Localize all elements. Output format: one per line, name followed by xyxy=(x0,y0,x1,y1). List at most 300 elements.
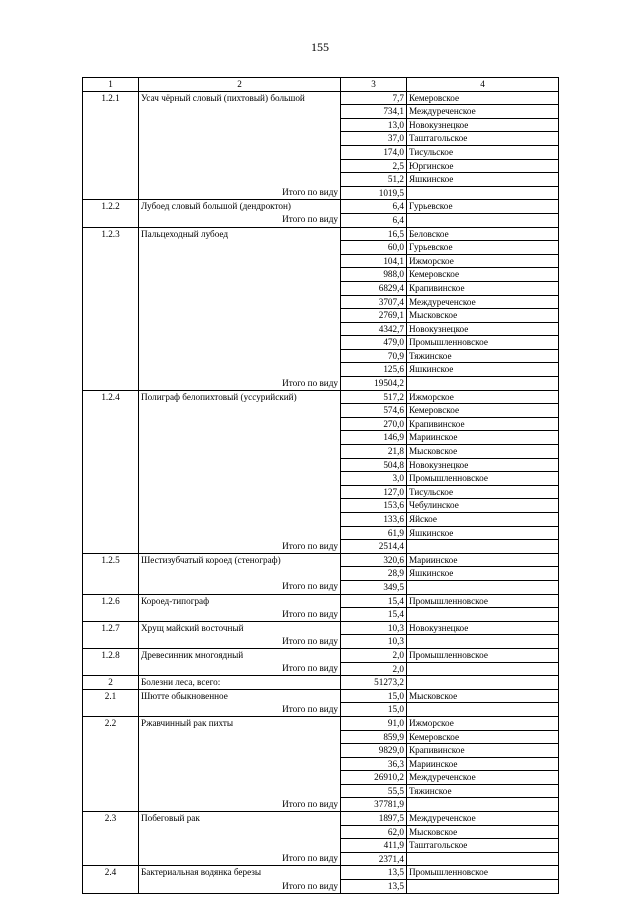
table-row xyxy=(83,676,559,690)
row-name xyxy=(139,268,341,282)
row-number xyxy=(83,526,139,540)
row-district: Новокузнецкое xyxy=(407,458,559,472)
row-district: Междуреченское xyxy=(407,295,559,309)
table-row xyxy=(83,513,559,527)
row-name: Итого по виду xyxy=(139,608,341,622)
table-row xyxy=(83,132,559,146)
row-value: 174,0 xyxy=(341,145,407,159)
row-name xyxy=(139,159,341,173)
row-name xyxy=(139,839,341,853)
row-number xyxy=(83,784,139,798)
row-name: Лубоед словый большой (дендроктон) xyxy=(139,200,341,214)
row-number xyxy=(83,349,139,363)
row-value: 153,6 xyxy=(341,499,407,513)
row-district: Мысковское xyxy=(407,445,559,459)
table-row xyxy=(83,594,559,608)
row-value: 15,0 xyxy=(341,689,407,703)
table-row xyxy=(83,118,559,132)
row-name: Шютте обыкновенное xyxy=(139,689,341,703)
column-header: 4 xyxy=(407,78,559,92)
row-name: Усач чёрный словый (пихтовый) большой xyxy=(139,91,341,105)
row-district: Тисульское xyxy=(407,485,559,499)
row-name: Итого по виду xyxy=(139,186,341,200)
row-district: Мариинское xyxy=(407,431,559,445)
row-number xyxy=(83,852,139,866)
row-name: Итого по виду xyxy=(139,662,341,676)
row-number xyxy=(83,309,139,323)
table-row xyxy=(83,540,559,554)
row-value: 15,4 xyxy=(341,608,407,622)
row-district: Новокузнецкое xyxy=(407,118,559,132)
row-value: 270,0 xyxy=(341,417,407,431)
row-district: Тяжинское xyxy=(407,784,559,798)
row-value: 62,0 xyxy=(341,825,407,839)
row-district: Промышленновское xyxy=(407,866,559,880)
table-row xyxy=(83,445,559,459)
table-row xyxy=(83,254,559,268)
row-name: Древесинник многоядный xyxy=(139,648,341,662)
row-name xyxy=(139,757,341,771)
table-row xyxy=(83,322,559,336)
row-value: 2,0 xyxy=(341,662,407,676)
table-row xyxy=(83,771,559,785)
row-name xyxy=(139,513,341,527)
row-district xyxy=(407,880,559,894)
row-value: 2,5 xyxy=(341,159,407,173)
row-district: Мариинское xyxy=(407,553,559,567)
row-value: 6,4 xyxy=(341,213,407,227)
row-value: 51,2 xyxy=(341,173,407,187)
row-district: Мысковское xyxy=(407,689,559,703)
row-name xyxy=(139,431,341,445)
row-district xyxy=(407,377,559,391)
row-district: Промышленновское xyxy=(407,336,559,350)
row-district: Кемеровское xyxy=(407,404,559,418)
row-district xyxy=(407,608,559,622)
row-number: 1.2.6 xyxy=(83,594,139,608)
row-number xyxy=(83,513,139,527)
row-value: 504,8 xyxy=(341,458,407,472)
row-district: Ижморское xyxy=(407,716,559,730)
row-name xyxy=(139,336,341,350)
row-district xyxy=(407,676,559,690)
row-number xyxy=(83,336,139,350)
table-row xyxy=(83,730,559,744)
row-value: 3707,4 xyxy=(341,295,407,309)
row-number xyxy=(83,703,139,717)
table-row xyxy=(83,417,559,431)
row-value: 91,0 xyxy=(341,716,407,730)
table-row xyxy=(83,621,559,635)
row-district: Кемеровское xyxy=(407,91,559,105)
row-district: Мариинское xyxy=(407,757,559,771)
table-header-row xyxy=(83,78,559,92)
row-name: Итого по виду xyxy=(139,580,341,594)
table-row xyxy=(83,580,559,594)
row-value: 133,6 xyxy=(341,513,407,527)
column-header: 1 xyxy=(83,78,139,92)
row-name: Итого по виду xyxy=(139,880,341,894)
table-row xyxy=(83,472,559,486)
table-row xyxy=(83,526,559,540)
table-row xyxy=(83,349,559,363)
row-district: Яшкинское xyxy=(407,363,559,377)
table-row xyxy=(83,295,559,309)
row-number xyxy=(83,213,139,227)
row-number xyxy=(83,757,139,771)
row-value: 15,4 xyxy=(341,594,407,608)
row-number: 1.2.3 xyxy=(83,227,139,241)
row-district: Междуреченское xyxy=(407,812,559,826)
table-row xyxy=(83,377,559,391)
row-number xyxy=(83,567,139,581)
row-name xyxy=(139,241,341,255)
row-name xyxy=(139,363,341,377)
row-name xyxy=(139,526,341,540)
row-value: 21,8 xyxy=(341,445,407,459)
row-value: 125,6 xyxy=(341,363,407,377)
row-number xyxy=(83,485,139,499)
table-row xyxy=(83,336,559,350)
row-value: 2514,4 xyxy=(341,540,407,554)
row-district xyxy=(407,635,559,649)
row-value: 55,5 xyxy=(341,784,407,798)
row-district: Кемеровское xyxy=(407,268,559,282)
row-name xyxy=(139,145,341,159)
row-district: Яйское xyxy=(407,513,559,527)
row-number xyxy=(83,281,139,295)
row-district: Яшкинское xyxy=(407,173,559,187)
row-name xyxy=(139,349,341,363)
table-row xyxy=(83,363,559,377)
table-row xyxy=(83,431,559,445)
row-district: Гурьевское xyxy=(407,241,559,255)
row-district: Крапивинское xyxy=(407,281,559,295)
row-name xyxy=(139,132,341,146)
row-district xyxy=(407,540,559,554)
row-number xyxy=(83,431,139,445)
table-row xyxy=(83,159,559,173)
row-value: 10,3 xyxy=(341,621,407,635)
table-row xyxy=(83,839,559,853)
table-row xyxy=(83,866,559,880)
row-district: Кемеровское xyxy=(407,730,559,744)
row-value: 13,5 xyxy=(341,866,407,880)
row-number xyxy=(83,186,139,200)
row-district: Чебулинское xyxy=(407,499,559,513)
row-name: Болезни леса, всего: xyxy=(139,676,341,690)
row-district: Крапивинское xyxy=(407,417,559,431)
table-row xyxy=(83,852,559,866)
table-row xyxy=(83,499,559,513)
table-row xyxy=(83,173,559,187)
data-table xyxy=(82,77,559,894)
row-name xyxy=(139,295,341,309)
row-name xyxy=(139,417,341,431)
row-number xyxy=(83,241,139,255)
row-value: 1897,5 xyxy=(341,812,407,826)
row-name xyxy=(139,784,341,798)
row-name xyxy=(139,309,341,323)
row-value: 19504,2 xyxy=(341,377,407,391)
row-district: Междуреченское xyxy=(407,105,559,119)
row-name xyxy=(139,445,341,459)
table-row xyxy=(83,553,559,567)
row-district: Промышленновское xyxy=(407,594,559,608)
row-name xyxy=(139,173,341,187)
row-value: 517,2 xyxy=(341,390,407,404)
row-number xyxy=(83,798,139,812)
row-number xyxy=(83,363,139,377)
row-value: 2371,4 xyxy=(341,852,407,866)
table-row xyxy=(83,309,559,323)
row-value: 146,9 xyxy=(341,431,407,445)
row-name xyxy=(139,105,341,119)
row-number xyxy=(83,377,139,391)
row-value: 16,5 xyxy=(341,227,407,241)
row-name: Итого по виду xyxy=(139,213,341,227)
row-number xyxy=(83,404,139,418)
row-number xyxy=(83,159,139,173)
table-row xyxy=(83,91,559,105)
row-district xyxy=(407,662,559,676)
row-number xyxy=(83,608,139,622)
row-value: 127,0 xyxy=(341,485,407,499)
row-number xyxy=(83,145,139,159)
row-value: 26910,2 xyxy=(341,771,407,785)
row-value: 4342,7 xyxy=(341,322,407,336)
row-district: Ижморское xyxy=(407,390,559,404)
row-value: 13,5 xyxy=(341,880,407,894)
row-number xyxy=(83,499,139,513)
row-name: Итого по виду xyxy=(139,798,341,812)
row-name: Итого по виду xyxy=(139,377,341,391)
row-number xyxy=(83,662,139,676)
row-value: 988,0 xyxy=(341,268,407,282)
row-value: 349,5 xyxy=(341,580,407,594)
row-name: Итого по виду xyxy=(139,703,341,717)
row-number: 1.2.1 xyxy=(83,91,139,105)
row-district: Юргинское xyxy=(407,159,559,173)
table-row xyxy=(83,662,559,676)
table-row xyxy=(83,798,559,812)
row-number xyxy=(83,132,139,146)
table-row xyxy=(83,241,559,255)
row-name: Короед-типограф xyxy=(139,594,341,608)
row-number xyxy=(83,105,139,119)
table-row xyxy=(83,227,559,241)
row-district: Новокузнецкое xyxy=(407,322,559,336)
row-district: Таштагольское xyxy=(407,839,559,853)
row-value: 859,9 xyxy=(341,730,407,744)
row-name xyxy=(139,744,341,758)
row-number xyxy=(83,839,139,853)
row-district: Гурьевское xyxy=(407,200,559,214)
row-number: 2.3 xyxy=(83,812,139,826)
row-value: 479,0 xyxy=(341,336,407,350)
row-value: 320,6 xyxy=(341,553,407,567)
row-number: 2.2 xyxy=(83,716,139,730)
row-district xyxy=(407,580,559,594)
row-number xyxy=(83,880,139,894)
row-number xyxy=(83,825,139,839)
row-value: 70,9 xyxy=(341,349,407,363)
table-row xyxy=(83,757,559,771)
row-value: 13,0 xyxy=(341,118,407,132)
row-number: 1.2.4 xyxy=(83,390,139,404)
row-district: Крапивинское xyxy=(407,744,559,758)
row-name: Итого по виду xyxy=(139,635,341,649)
row-name xyxy=(139,472,341,486)
row-number xyxy=(83,771,139,785)
row-name xyxy=(139,771,341,785)
row-number xyxy=(83,445,139,459)
row-number xyxy=(83,173,139,187)
table-row xyxy=(83,485,559,499)
row-number: 2 xyxy=(83,676,139,690)
row-name: Ржавчинный рак пихты xyxy=(139,716,341,730)
row-number xyxy=(83,635,139,649)
row-number xyxy=(83,730,139,744)
row-name xyxy=(139,254,341,268)
row-value: 2769,1 xyxy=(341,309,407,323)
row-value: 10,3 xyxy=(341,635,407,649)
table-row xyxy=(83,825,559,839)
row-value: 734,1 xyxy=(341,105,407,119)
row-number xyxy=(83,295,139,309)
table-row xyxy=(83,689,559,703)
table-row xyxy=(83,716,559,730)
table-row xyxy=(83,744,559,758)
row-district: Яшкинское xyxy=(407,567,559,581)
row-number: 1.2.7 xyxy=(83,621,139,635)
row-value: 60,0 xyxy=(341,241,407,255)
row-name: Хрущ майский восточный xyxy=(139,621,341,635)
row-name: Бактериальная водянка березы xyxy=(139,866,341,880)
row-name xyxy=(139,118,341,132)
row-number: 1.2.8 xyxy=(83,648,139,662)
row-name: Побеговый рак xyxy=(139,812,341,826)
row-number xyxy=(83,268,139,282)
table-row xyxy=(83,213,559,227)
row-district xyxy=(407,186,559,200)
row-number xyxy=(83,417,139,431)
row-name: Полиграф белопихтовый (уссурийский) xyxy=(139,390,341,404)
row-number xyxy=(83,580,139,594)
column-header: 3 xyxy=(341,78,407,92)
row-value: 411,9 xyxy=(341,839,407,853)
table-row xyxy=(83,404,559,418)
row-district xyxy=(407,213,559,227)
table-row xyxy=(83,268,559,282)
row-value: 28,9 xyxy=(341,567,407,581)
row-value: 7,7 xyxy=(341,91,407,105)
row-value: 15,0 xyxy=(341,703,407,717)
row-number: 1.2.2 xyxy=(83,200,139,214)
row-number: 1.2.5 xyxy=(83,553,139,567)
row-number xyxy=(83,254,139,268)
row-district xyxy=(407,703,559,717)
row-number xyxy=(83,458,139,472)
table-row xyxy=(83,703,559,717)
row-number: 2.1 xyxy=(83,689,139,703)
row-district: Мысковское xyxy=(407,309,559,323)
row-name xyxy=(139,458,341,472)
table-row xyxy=(83,880,559,894)
row-district xyxy=(407,798,559,812)
row-number xyxy=(83,744,139,758)
row-value: 37,0 xyxy=(341,132,407,146)
row-name xyxy=(139,281,341,295)
table-row xyxy=(83,145,559,159)
table-body xyxy=(83,78,559,894)
page-number: 155 xyxy=(311,40,329,54)
table-row xyxy=(83,608,559,622)
table-row xyxy=(83,635,559,649)
row-value: 574,6 xyxy=(341,404,407,418)
row-name xyxy=(139,485,341,499)
row-name: Итого по виду xyxy=(139,852,341,866)
row-name: Пальцеходный лубоед xyxy=(139,227,341,241)
row-number xyxy=(83,322,139,336)
column-header: 2 xyxy=(139,78,341,92)
table-row xyxy=(83,200,559,214)
row-value: 6,4 xyxy=(341,200,407,214)
row-number xyxy=(83,472,139,486)
table-row xyxy=(83,812,559,826)
row-district: Беловское xyxy=(407,227,559,241)
table-row xyxy=(83,458,559,472)
row-district: Ижморское xyxy=(407,254,559,268)
row-value: 9829,0 xyxy=(341,744,407,758)
row-number xyxy=(83,118,139,132)
table-row xyxy=(83,648,559,662)
row-name: Итого по виду xyxy=(139,540,341,554)
row-district: Междуреченское xyxy=(407,771,559,785)
row-district: Яшкинское xyxy=(407,526,559,540)
row-district: Таштагольское xyxy=(407,132,559,146)
table-row xyxy=(83,390,559,404)
row-value: 51273,2 xyxy=(341,676,407,690)
row-number xyxy=(83,540,139,554)
row-value: 3,0 xyxy=(341,472,407,486)
row-district xyxy=(407,852,559,866)
row-value: 36,3 xyxy=(341,757,407,771)
table-row xyxy=(83,784,559,798)
table-row xyxy=(83,186,559,200)
row-district: Тисульское xyxy=(407,145,559,159)
row-district: Новокузнецкое xyxy=(407,621,559,635)
row-value: 2,0 xyxy=(341,648,407,662)
table-row xyxy=(83,281,559,295)
row-number: 2.4 xyxy=(83,866,139,880)
row-name xyxy=(139,825,341,839)
row-value: 104,1 xyxy=(341,254,407,268)
row-district: Тяжинское xyxy=(407,349,559,363)
row-name xyxy=(139,322,341,336)
row-district: Промышленновское xyxy=(407,648,559,662)
row-name xyxy=(139,730,341,744)
row-name xyxy=(139,404,341,418)
row-value: 37781,9 xyxy=(341,798,407,812)
row-name: Шестизубчатый короед (стенограф) xyxy=(139,553,341,567)
row-name xyxy=(139,567,341,581)
row-value: 6829,4 xyxy=(341,281,407,295)
row-name xyxy=(139,499,341,513)
table-row xyxy=(83,567,559,581)
row-district: Промышленновское xyxy=(407,472,559,486)
row-district: Мысковское xyxy=(407,825,559,839)
